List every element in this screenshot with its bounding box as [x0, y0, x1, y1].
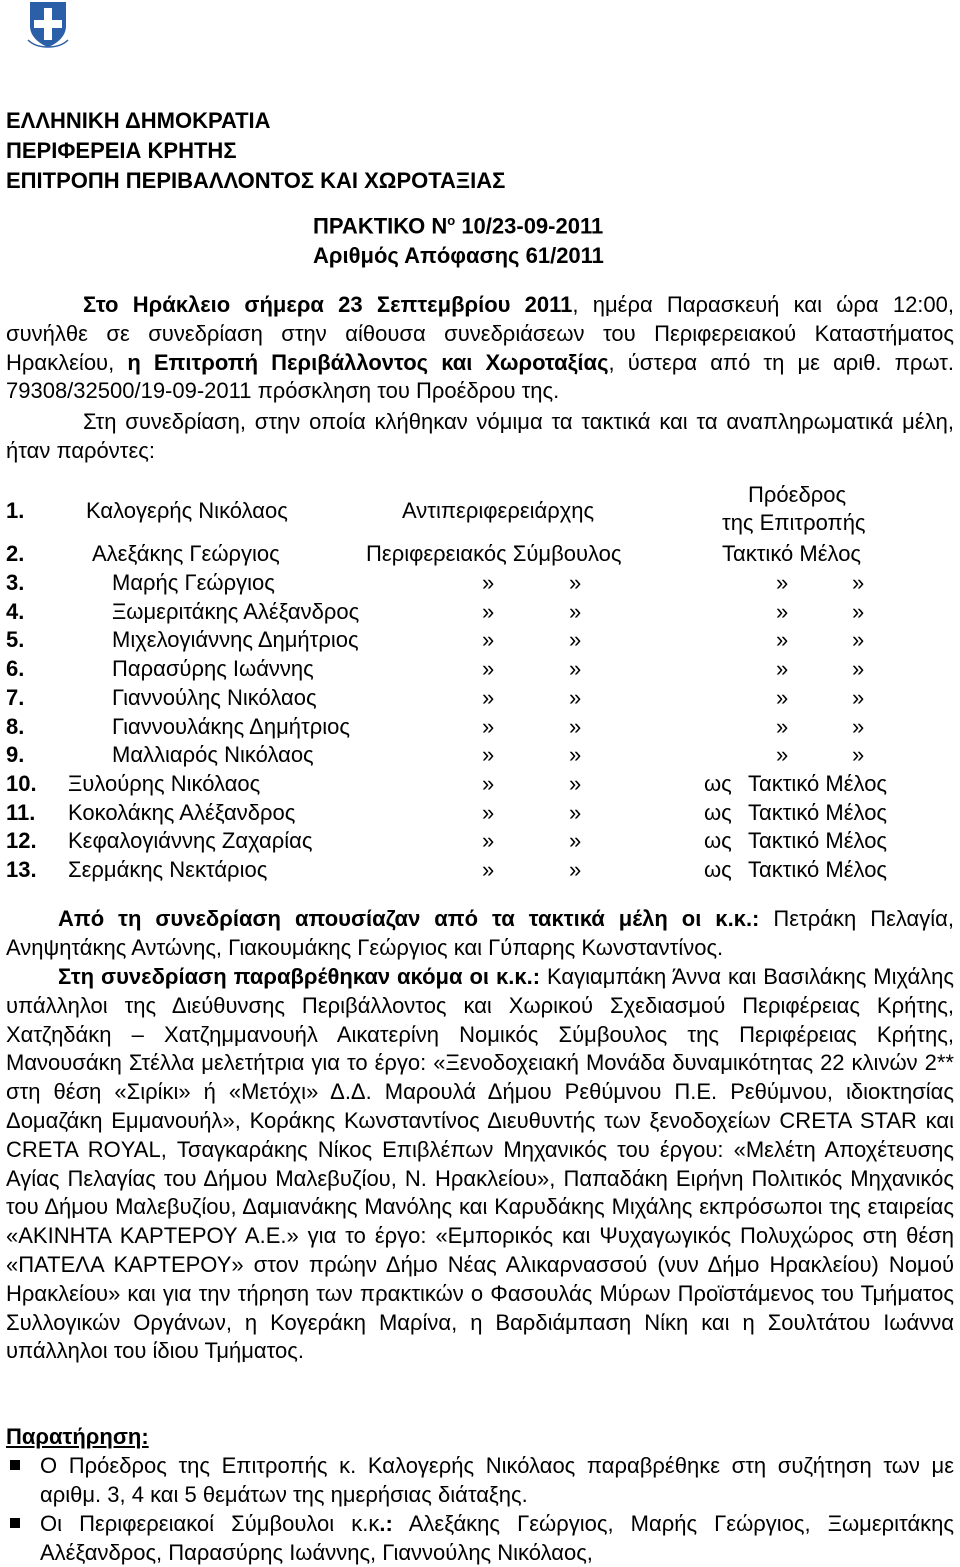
member-number: 3.: [6, 570, 25, 595]
member-name: Σερμάκης Νεκτάριος: [68, 857, 268, 882]
ditto-mark: »: [569, 598, 582, 624]
member-row: [6, 683, 954, 712]
greek-state-emblem-icon: [24, 0, 72, 48]
member-name: Γιαννουλάκης Δημήτριος: [112, 713, 350, 739]
member-number: 13.: [6, 857, 37, 882]
ditto-mark: »: [482, 713, 495, 739]
member-row: [6, 798, 954, 827]
member-role: Τακτικό Μέλος: [748, 770, 888, 796]
member-name: Μαρής Γεώργιος: [112, 570, 275, 595]
ditto-mark: »: [852, 742, 865, 768]
member-number: 5.: [6, 627, 25, 653]
ditto-mark: »: [569, 570, 582, 595]
member-number: 7.: [6, 684, 25, 710]
ditto-mark: »: [569, 828, 582, 854]
remark-bullet: Ο Πρόεδρος της Επιτροπής κ. Καλογερής Νικόλαος παραβρέθηκε στη συζήτηση των με αριθμ. 3, 4 και 5 θεμάτων της ημερήσιας διάταξης.: [6, 1451, 954, 1509]
ditto-mark: »: [852, 598, 865, 624]
ditto-mark: »: [482, 598, 495, 624]
member-row: [6, 826, 954, 855]
ditto-mark: »: [776, 656, 789, 682]
ditto-mark: »: [776, 684, 789, 710]
ditto-mark: »: [776, 742, 789, 768]
intro-paragraph: Στο Ηράκλειο σήμερα 23 Σεπτεμβρίου 2011, ημέρα Παρασκευή και ώρα 12:00, συνήλθε σε συνεδρίαση στην αίθουσα συνεδριάσεων του Περιφερειακού Καταστήματος Ηρακλείου, η Επιτροπή Περιβάλλοντος και Χωροταξίας, ύστερα από τη με αριθ. πρωτ. 79308/32500/19-09-2011 πρόσκληση του Προέδρου της.: [6, 292, 955, 404]
member-name: Μαλλιαρός Νικόλαος: [112, 742, 314, 768]
ditto-mark: »: [482, 828, 495, 854]
ditto-mark: »: [852, 627, 865, 653]
ditto-mark: »: [569, 713, 582, 739]
ditto-mark: »: [569, 770, 582, 796]
ditto-mark: »: [776, 598, 789, 624]
member-name: Κοκολάκης Αλέξανδρος: [68, 799, 296, 825]
ditto-mark: »: [569, 742, 582, 768]
member-name: Παρασύρης Ιωάννης: [112, 656, 314, 682]
ditto-mark: »: [852, 656, 865, 682]
decision-number: Αριθμός Απόφασης 61/2011: [313, 243, 604, 269]
member-as: ως: [704, 828, 732, 854]
attendance-paragraph: Στη συνεδρίαση, στην οποία κλήθηκαν νόμιμα τα τακτικά και τα αναπληρωματικά μέλη, ήταν παρόντες:: [6, 409, 954, 463]
member-row: 1. Καλογερής Νικόλαος Αντιπεριφερειάρχης Πρόεδρος της Επιτροπής: [6, 482, 866, 535]
ditto-mark: »: [482, 857, 495, 882]
ditto-mark: »: [569, 627, 582, 653]
bullet-square-icon: [10, 1518, 20, 1528]
present-others-paragraph: Στη συνεδρίαση παραβρέθηκαν ακόμα οι κ.κ.: Καγιαμπάκη Άννα και Βασιλάκης Μιχάλης υπάλληλοι της Διεύθυνσης Περιβάλλοντος και Χωρικού Σχεδιασμού Περιφέρειας Κρήτης, Χατζηδάκη – Χατζημμανουήλ Αικατερίνη Νομικός Σύμβουλος της Περιφέρειας Κρήτης, Μανουσάκη Στέλλα μελετήτρια για το έργο: «Ξενοδοχειακή Μονάδα δυναμικότητας 22 κλινών 2** στη θέση «Σιρίκι» ή «Μετόχι» Δ.Δ. Μαρουλά Δήμου Ρεθύμνου Π.Ε. Ρεθύμνου, ιδιοκτησίας Δομαζάκη Εμμανουήλ», Κοράκης Κωνσταντίνος Διευθυντής των ξενοδοχείων CRETA STAR και CRETA ROYAL, Τσαγκαράκης Νίκος Επιβλέπων Μηχανικός του έργου: «Μελέτη Αποχέτευσης Αγίας Πελαγίας του Δήμου Μαλεβυζίου, Ν. Ηρακλείου», Παπαδάκη Ειρήνη Πολιτικός Μηχανικός του Δήμου Μαλεβυζίου, Δαμιανάκης Μανόλης και Καρυδάκης Μιχάλης εκπρόσωποι της εταιρείας «ΑΚΙΝΗΤΑ ΚΑΡΤΕΡΟΥ Α.Ε.» για το έργο: «Εμπορικός και Ψυχαγωγικός Πολυχώρος στη θέση «ΠΑΤΕΛΑ ΚΑΡΤΕΡΟΥ» στον πρώην Δήμο Νέας Αλικαρνασσού (νυν Δήμο Ηρακλείου) Νομού Ηρακλείου» και για την τήρηση των πρακτικών ο Φασουλάς Μύρων Προϊστάμενος του Τμήματος Συλλογικών Οργάνων, η Κογεράκη Μαρίνα, η Βαρδιάμπαση Νίκη και η Σουλτάτου Ιωάννα υπάλληλοι του ίδιου Τμήματος.: [6, 964, 954, 1364]
member-role: Τακτικό Μέλος: [748, 857, 888, 882]
ditto-mark: »: [569, 857, 582, 882]
ditto-mark: »: [482, 627, 495, 653]
ditto-mark: »: [776, 713, 789, 739]
member-number: 11.: [6, 799, 36, 825]
ditto-mark: »: [852, 684, 865, 710]
member-row: [6, 625, 954, 654]
member-number: 12.: [6, 828, 37, 854]
bullet-square-icon: [10, 1460, 20, 1470]
ditto-mark: »: [482, 799, 495, 825]
member-role: Τακτικό Μέλος: [748, 799, 888, 825]
member-row: [6, 855, 954, 884]
member-number: 6.: [6, 656, 25, 682]
ditto-mark: »: [482, 684, 495, 710]
member-number: 8.: [6, 713, 25, 739]
member-row: [6, 568, 954, 597]
remark-bullet: Οι Περιφερειακοί Σύμβουλοι κ.κ.: Αλεξάκης Γεώργιος, Μαρής Γεώργιος, Ξωμεριτάκης Αλέξανδρος, Παρασύρης Ιωάννης, Γιαννούλης Νικόλαος,: [6, 1509, 954, 1567]
ditto-mark: »: [482, 770, 495, 796]
header-committee: ΕΠΙΤΡΟΠΗ ΠΕΡΙΒΑΛΛΟΝΤΟΣ ΚΑΙ ΧΩΡΟΤΑΞΙΑΣ: [6, 168, 506, 193]
header-region: ΠΕΡΙΦΕΡΕΙΑ ΚΡΗΤΗΣ: [6, 138, 237, 163]
member-name: Γιαννούλης Νικόλαος: [112, 684, 317, 710]
member-row: [6, 740, 954, 769]
ditto-mark: »: [482, 742, 495, 768]
ditto-mark: »: [482, 656, 495, 682]
member-row: [6, 654, 954, 683]
ditto-mark: »: [569, 684, 582, 710]
member-name: Ξωμεριτάκης Αλέξανδρος: [112, 598, 360, 624]
member-number: 10.: [6, 770, 37, 796]
member-row: [6, 769, 954, 798]
ditto-mark: »: [569, 656, 582, 682]
remark-title: Παρατήρηση:: [6, 1424, 149, 1449]
member-row: [6, 597, 954, 626]
member-as: ως: [704, 799, 732, 825]
member-name: Ξυλούρης Νικόλαος: [68, 770, 261, 796]
ditto-mark: »: [852, 713, 865, 739]
ditto-mark: »: [776, 627, 789, 653]
member-number: 9.: [6, 742, 25, 768]
record-title: [313, 206, 604, 271]
ditto-mark: »: [569, 799, 582, 825]
ditto-mark: »: [776, 570, 789, 595]
member-as: ως: [704, 770, 732, 796]
document-header: [6, 106, 505, 196]
ditto-mark: »: [852, 570, 865, 595]
member-name: Κεφαλογιάννης Ζαχαρίας: [68, 828, 313, 854]
header-country: ΕΛΛΗΝΙΚΗ ΔΗΜΟΚΡΑΤΙΑ: [6, 108, 271, 133]
member-role: Τακτικό Μέλος: [748, 828, 888, 854]
member-row: [6, 712, 954, 741]
member-as: ως: [704, 857, 732, 882]
member-name: Μιχελογιάννης Δημήτριος: [112, 627, 359, 653]
absent-paragraph: Από τη συνεδρίαση απουσίαζαν από τα τακτικά μέλη οι κ.κ.: Πετράκη Πελαγία, Ανηψητάκης Αντώνης, Γιακουμάκης Γεώργιος και Γύπαρης Κωνσταντίνος.: [6, 906, 954, 960]
record-number: ΠΡΑΚΤΙΚΟ $N^o$ 10/23-09-2011: [313, 213, 604, 239]
member-number: 4.: [6, 598, 25, 624]
ditto-mark: »: [482, 570, 495, 595]
member-row: 2. Αλεξάκης Γεώργιος Περιφερειακός Σύμβουλος Τακτικό Μέλος: [6, 541, 862, 566]
